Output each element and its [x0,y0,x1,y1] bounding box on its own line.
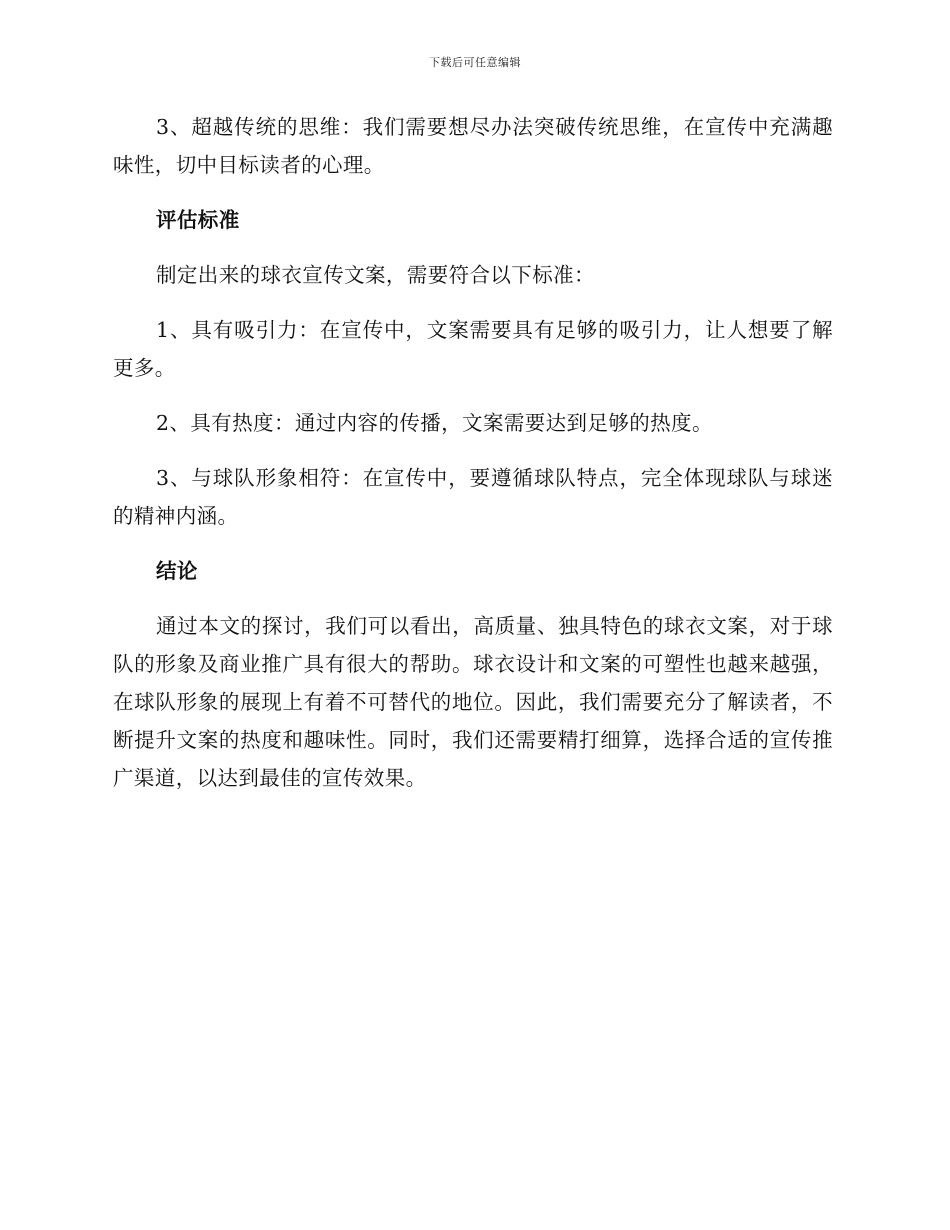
page-header: 下载后可任意编辑 [429,56,521,69]
paragraph-criterion-2: 2、具有热度：通过内容的传播，文案需要达到足够的热度。 [156,411,713,435]
paragraph-criterion-3: 3、与球队形象相符：在宣传中，要遵循球队特点，完全体现球队与球迷的精神内涵。 [113,466,833,528]
paragraph-point-3-thinking: 3、超越传统的思维：我们需要想尽办法突破传统思维，在宣传中充满趣味性，切中目标读者的心理。 [113,115,833,177]
section-heading-evaluation: 评估标准 [156,208,240,232]
paragraph-conclusion: 通过本文的探讨，我们可以看出，高质量、独具特色的球衣文案，对于球队的形象及商业推广具有很大的帮助。球衣设计和文案的可塑性也越来越强，在球队形象的展现上有着不可替代的地位。因此，我们需要充分了解读者，不断提升文案的热度和趣味性。同时，我们还需要精打细算，选择合适的宣传推广渠道，以达到最佳的宣传效果。 [113,614,833,790]
section-heading-conclusion: 结论 [156,559,198,583]
document-body [113,108,833,814]
paragraph-criterion-1: 1、具有吸引力：在宣传中，文案需要具有足够的吸引力，让人想要了解更多。 [113,318,833,380]
paragraph-evaluation-intro: 制定出来的球衣宣传文案，需要符合以下标准： [156,263,595,287]
